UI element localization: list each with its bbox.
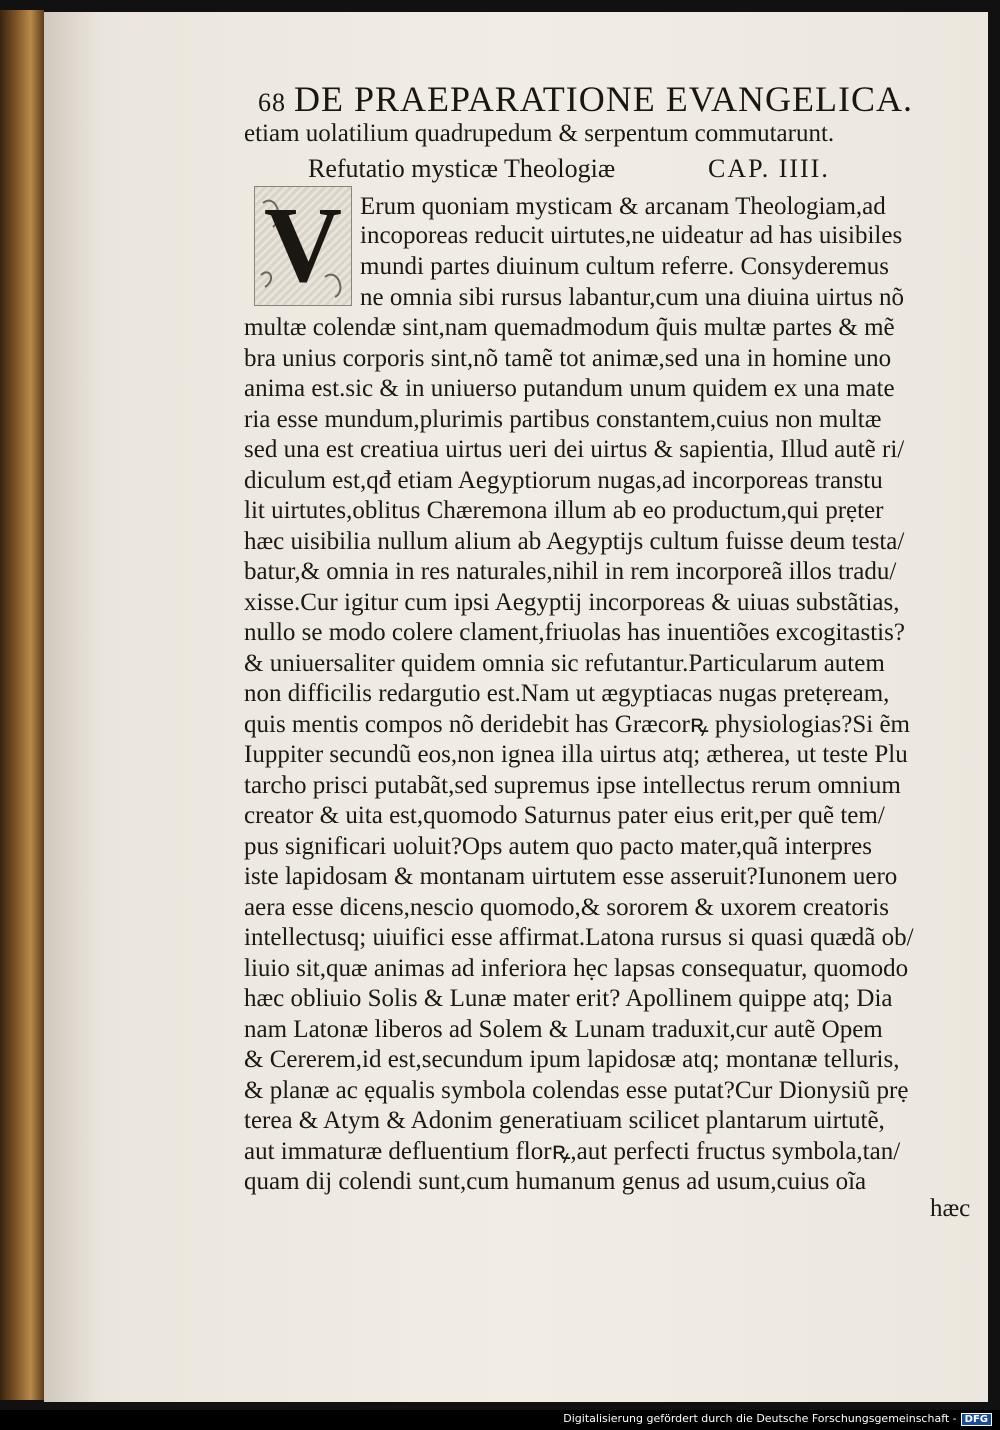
text-line: sed una est creatiua uirtus ueri dei uirtus & sapientia, Illud autẽ ri/ xyxy=(244,436,905,463)
text-line: pus significari uoluit?Ops autem quo pacto mater,quã interpres xyxy=(244,833,872,860)
chapter-heading xyxy=(308,155,948,183)
decorated-initial xyxy=(254,186,352,306)
text-line: bra unius corporis sint,nõ tamẽ tot animæ,sed una in homine uno xyxy=(244,345,892,372)
running-title: DE PRAEPARATIONE EVANGELICA. xyxy=(294,79,914,119)
text-line: hæc uisibilia nullum alium ab Aegyptijs cultum fuisse deum testa/ xyxy=(244,528,905,555)
text-line: & planæ ac ẹqualis symbola colendas esse putat?Cur Dionysiũ prẹ xyxy=(244,1077,909,1104)
text-line: ria esse mundum,plurimis partibus constantem,cuius non multæ xyxy=(244,406,882,433)
text-line: terea & Atym & Adonim generatiuam scilicet plantarum uirtutẽ, xyxy=(244,1107,885,1134)
text-line: anima est.sic & in uniuerso putandum unum quidem ex una mate xyxy=(244,375,895,402)
catchword: hæc xyxy=(930,1195,971,1222)
text-line: multæ colendæ sint,nam quemadmodum q̃uis multæ partes & mẽ xyxy=(244,314,895,341)
text-line: quam dij colendi sunt,cum humanum genus ad usum,cuius oĩa xyxy=(244,1168,867,1195)
text-line: hæc obliuio Solis & Lunæ mater erit? Apollinem quippe atq; Dia xyxy=(244,985,893,1012)
chapter-number: CAP. IIII. xyxy=(708,154,830,183)
text-line: iste lapidosam & montanam uirtutem esse asseruit?Iunonem uero xyxy=(244,863,898,890)
text-line: etiam uolatilium quadrupedum & serpentum commutarunt. xyxy=(244,120,835,147)
text-line: Erum quoniam mysticam & arcanam Theologiam,ad xyxy=(360,193,886,220)
digitization-credit xyxy=(563,1412,992,1426)
text-line: xisse.Cur igitur cum ipsi Aegyptij incorporeas & uiuas substãtias, xyxy=(244,589,900,616)
text-line: creator & uita est,quomodo Saturnus pater eius erit,per quẽ tem/ xyxy=(244,802,885,829)
text-line: non difficilis redargutio est.Nam ut ægyptiacas nugas pretẹream, xyxy=(244,680,890,707)
page-number: 68 xyxy=(258,88,286,117)
text-line: tarcho prisci putabãt,sed supremus ipse intellectus rerum omnium xyxy=(244,772,901,799)
chapter-title: Refutatio mysticæ Theologiæ xyxy=(308,154,616,183)
text-line: Iuppiter secundũ eos,non ignea illa uirtus atq; ætherea, ut teste Plu xyxy=(244,741,908,768)
credit-text: Digitalisierung gefördert durch die Deutsche Forschungsgemeinschaft - xyxy=(563,1412,957,1425)
text-line: aut immaturæ defluentium florꝶ,aut perfecti fructus symbola,tan/ xyxy=(244,1138,901,1165)
text-line: batur,& omnia in res naturales,nihil in rem incorporeã illos tradu/ xyxy=(244,558,897,585)
book-edge xyxy=(0,10,44,1400)
text-line: lit uirtutes,oblitus Chæremona illum ab eo productum,qui prẹter xyxy=(244,497,884,524)
text-line: incoporeas reducit uirtutes,ne uideatur ad has uisibiles xyxy=(360,222,903,249)
initial-letter: V xyxy=(264,186,342,305)
text-line: ne omnia sibi rursus labantur,cum una diuina uirtus nõ xyxy=(360,284,905,311)
text-line: intellectusq; uiuifici esse affirmat.Latona rursus si quasi quædã ob/ xyxy=(244,924,914,951)
text-line: & Cererem,id est,secundum ipum lapidosæ atq; montanæ telluris, xyxy=(244,1046,900,1073)
dfg-logo: DFG xyxy=(961,1413,992,1426)
text-line: liuio sit,quæ animas ad inferiora hẹc lapsas consequatur, quomodo xyxy=(244,955,909,982)
text-line: mundi partes diuinum cultum referre. Consyderemus xyxy=(360,253,890,280)
text-line: aera esse dicens,nescio quomodo,& sororem & uxorem creatoris xyxy=(244,894,889,921)
running-header xyxy=(258,78,968,120)
text-line: diculum est,qđ etiam Aegyptiorum nugas,ad incorporeas transtu xyxy=(244,467,883,494)
text-line: quis mentis compos nõ deridebit has Græcorꝶ physiologias?Si ẽm xyxy=(244,711,910,738)
text-line: nam Latonæ liberos ad Solem & Lunam traduxit,cur autẽ Opem xyxy=(244,1016,883,1043)
text-line: & uniuersaliter quidem omnia sic refutantur.Particularum autem xyxy=(244,650,885,677)
text-line: nullo se modo colere clament,friuolas has inuentiões excogitastis? xyxy=(244,619,905,646)
